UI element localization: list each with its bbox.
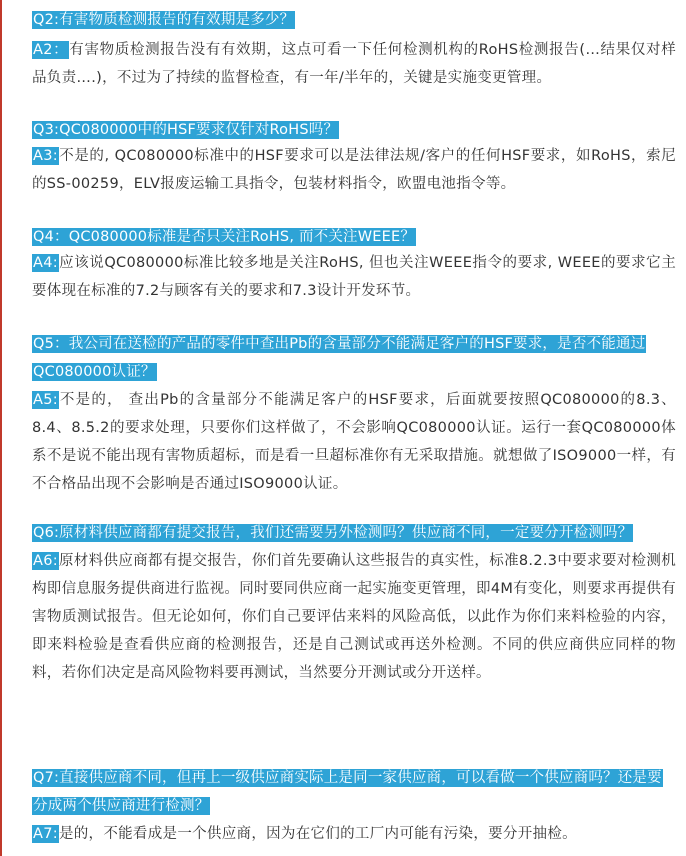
answer	[32, 547, 676, 687]
question	[32, 764, 676, 820]
answer-label: A5:	[33, 392, 58, 408]
question-text: Q5：我公司在送检的产品的零件中查出Pb的含量部分不能满足客户的HSF要求，是否不能通过QC080000认证？	[33, 336, 646, 380]
question	[32, 8, 676, 32]
answer-label: A4:	[33, 255, 58, 271]
faq-item	[32, 519, 676, 687]
answer	[32, 36, 676, 92]
question	[32, 519, 676, 547]
faq-item	[32, 225, 676, 305]
answer-text: 不是的， 查出Pb的含量部分不能满足客户的HSF要求，后面就要按照QC080000的8.3、8.4、8.5.2的要求处理，只要你们这样做了，不会影响QC080000认证。运行一套QC080000体系不是说不能出现有害物质超标，而是看一旦超标准你有无采取措施。就想做了ISO9000一样，有不合格品出现不会影响是否通过ISO9000认证。	[32, 392, 676, 492]
answer-label: A3:	[33, 148, 58, 164]
question-text: Q7:直接供应商不同，但再上一级供应商实际上是同一家供应商，可以看做一个供应商吗？还是要分成两个供应商进行检测？	[33, 770, 662, 814]
question-text: Q3:QC080000中的HSF要求仅针对RoHS吗？	[33, 122, 339, 138]
question-text: Q2:有害物质检测报告的有效期是多少？	[33, 12, 295, 28]
answer	[32, 142, 676, 198]
question	[32, 330, 676, 386]
answer-label: A2：	[33, 42, 69, 58]
answer-text: 应该说QC080000标准比较多地是关注RoHS, 但也关注WEEE指令的要求, WEEE的要求它主要体现在标准的7.2与顾客有关的要求和7.3设计开发环节。	[32, 255, 676, 299]
answer	[32, 249, 676, 305]
answer-text: 是的，不能看成是一个供应商，因为在它们的工厂内可能有污染，要分开抽检。	[58, 826, 577, 842]
faq-item	[32, 8, 676, 92]
faq-item	[32, 330, 676, 498]
answer-text: 不是的, QC080000标准中的HSF要求可以是法律法规/客户的任何HSF要求，如RoHS，索尼的SS-00259，ELV报废运输工具指令，包装材料指令，欧盟电池指令等。	[32, 148, 676, 192]
answer-label: A6:	[33, 553, 58, 569]
answer-text: 原材料供应商都有提交报告，你们首先要确认这些报告的真实性，标准8.2.3中要求要对检测机构即信息服务提供商进行监视。同时要同供应商一起实施变更管理，即4M有变化，则要求再提供有害物质测试报告。但无论如何，你们自己要评估来料的风险高低，以此作为你们来料检验的内容，即来料检验是查看供应商的检测报告，还是自己测试或再送外检测。不同的供应商供应同样的物料，若你们决定是高风险物料要再测试，当然要分开测试或分开送样。	[32, 553, 676, 681]
answer-text: 有害物质检测报告没有有效期，这点可看一下任何检测机构的RoHS检测报告(…结果仅对样品负责….)，不过为了持续的监督检查，有一年/半年的，关键是实施变更管理。	[32, 42, 677, 86]
question	[32, 225, 676, 249]
question	[32, 118, 676, 142]
question-text: Q6:原材料供应商都有提交报告，我们还需要另外检测吗？供应商不同，一定要分开检测吗？	[33, 525, 633, 541]
faq-item	[32, 118, 676, 198]
faq-item	[32, 764, 676, 848]
left-border-line	[0, 0, 2, 856]
answer	[32, 820, 676, 848]
answer	[32, 386, 676, 498]
question-text: Q4：QC080000标准是否只关注RoHS, 而不关注WEEE？	[33, 229, 416, 245]
answer-label: A7:	[33, 826, 58, 842]
